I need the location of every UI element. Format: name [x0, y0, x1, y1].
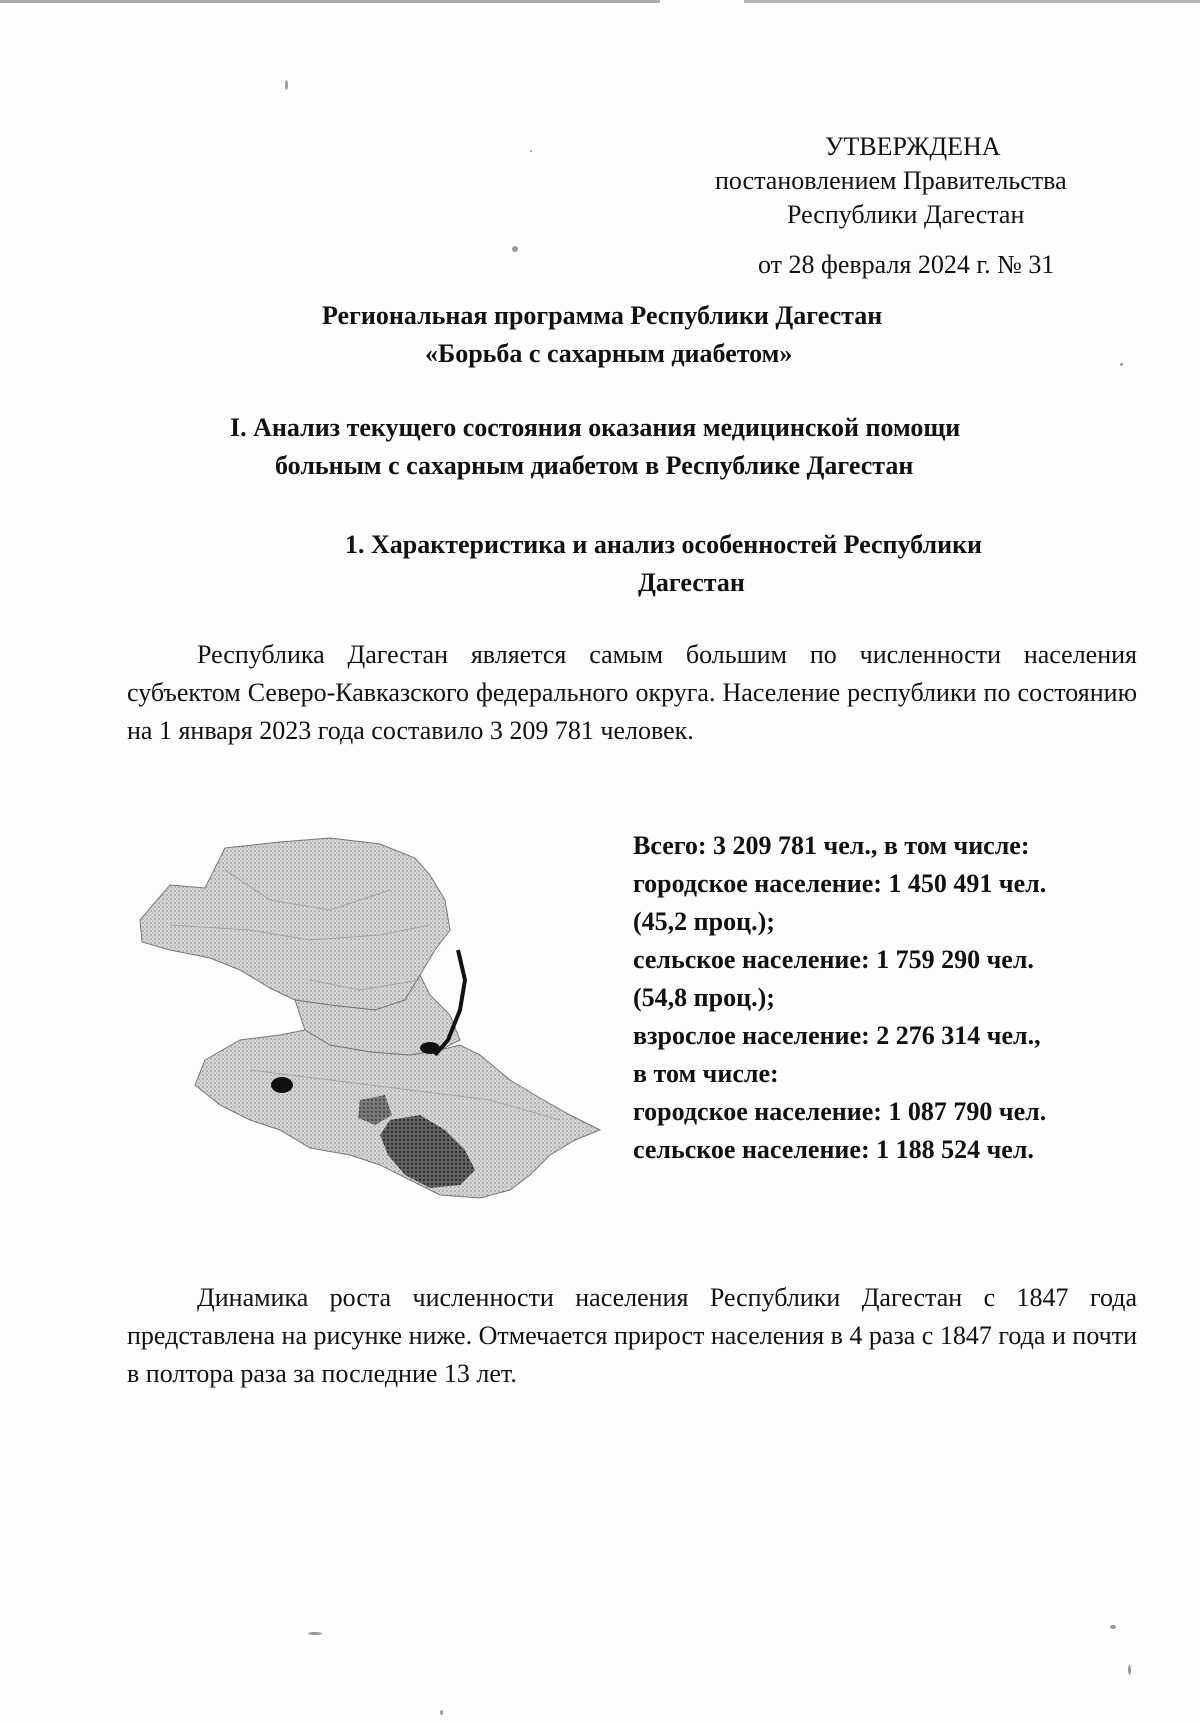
scan-speck: [512, 246, 518, 252]
stat-adult: взрослое население: 2 276 314 чел.,: [633, 1021, 1041, 1050]
population-stats: [633, 827, 1133, 1169]
scan-edge: [0, 0, 1200, 3]
approval-heading: УТВЕРЖДЕНА: [825, 132, 1001, 161]
scan-speck: [285, 80, 288, 90]
scan-speck: [440, 1710, 443, 1715]
approval-republic: Республики Дагестан: [787, 200, 1025, 229]
subsection-heading-line-1: 1. Характеристика и анализ особенностей Республики: [345, 530, 983, 559]
scan-speck: [530, 150, 532, 152]
scan-speck: [1128, 1665, 1131, 1675]
stat-total: Всего: 3 209 781 чел., в том числе:: [633, 831, 1030, 860]
stat-rural-percent: (54,8 проц.);: [633, 983, 775, 1012]
map-city-mark: [271, 1077, 293, 1093]
paragraph-population: [127, 636, 1137, 750]
stat-adult-including: в том числе:: [633, 1059, 779, 1088]
scan-speck: [308, 1632, 322, 1635]
scan-speck: [1120, 363, 1123, 366]
stat-adult-urban: городское население: 1 087 790 чел.: [633, 1097, 1047, 1126]
map-region-north: [140, 838, 450, 1010]
subsection-heading-line-2: Дагестан: [638, 568, 745, 597]
paragraph-text: Республика Дагестан является самым большим по численности населения субъектом Северо-Кавказского федерального округа. Население республики по состоянию на 1 января 2023 года составило 3 209 781 человек.: [127, 640, 1137, 745]
stat-adult-rural: сельское население: 1 188 524 чел.: [633, 1135, 1034, 1164]
title-line-1: Региональная программа Республики Дагестан: [322, 301, 883, 330]
stat-urban: городское население: 1 450 491 чел.: [633, 869, 1047, 898]
stat-urban-percent: (45,2 проц.);: [633, 907, 775, 936]
section-heading-line-2: больным с сахарным диабетом в Республике Дагестан: [275, 451, 914, 480]
map-lake: [420, 1042, 440, 1054]
title-line-2: «Борьба с сахарным диабетом»: [425, 339, 793, 368]
paragraph-text: Динамика роста численности населения Республики Дагестан с 1847 года представлена на рисунке ниже. Отмечается прирост населения в 4 раза с 1847 года и почти в полтора раза за последние 13 лет.: [127, 1283, 1137, 1388]
scan-speck: [1110, 1625, 1116, 1629]
section-heading-line-1: I. Анализ текущего состояния оказания медицинской помощи: [230, 413, 961, 442]
approval-date: от 28 февраля 2024 г. № 31: [758, 250, 1055, 279]
approval-issuer: постановлением Правительства: [715, 166, 1067, 195]
stat-rural: сельское население: 1 759 290 чел.: [633, 945, 1034, 974]
paragraph-dynamics: [127, 1279, 1137, 1393]
map-graphic: [130, 830, 610, 1230]
map-of-dagestan-icon: [130, 830, 610, 1230]
